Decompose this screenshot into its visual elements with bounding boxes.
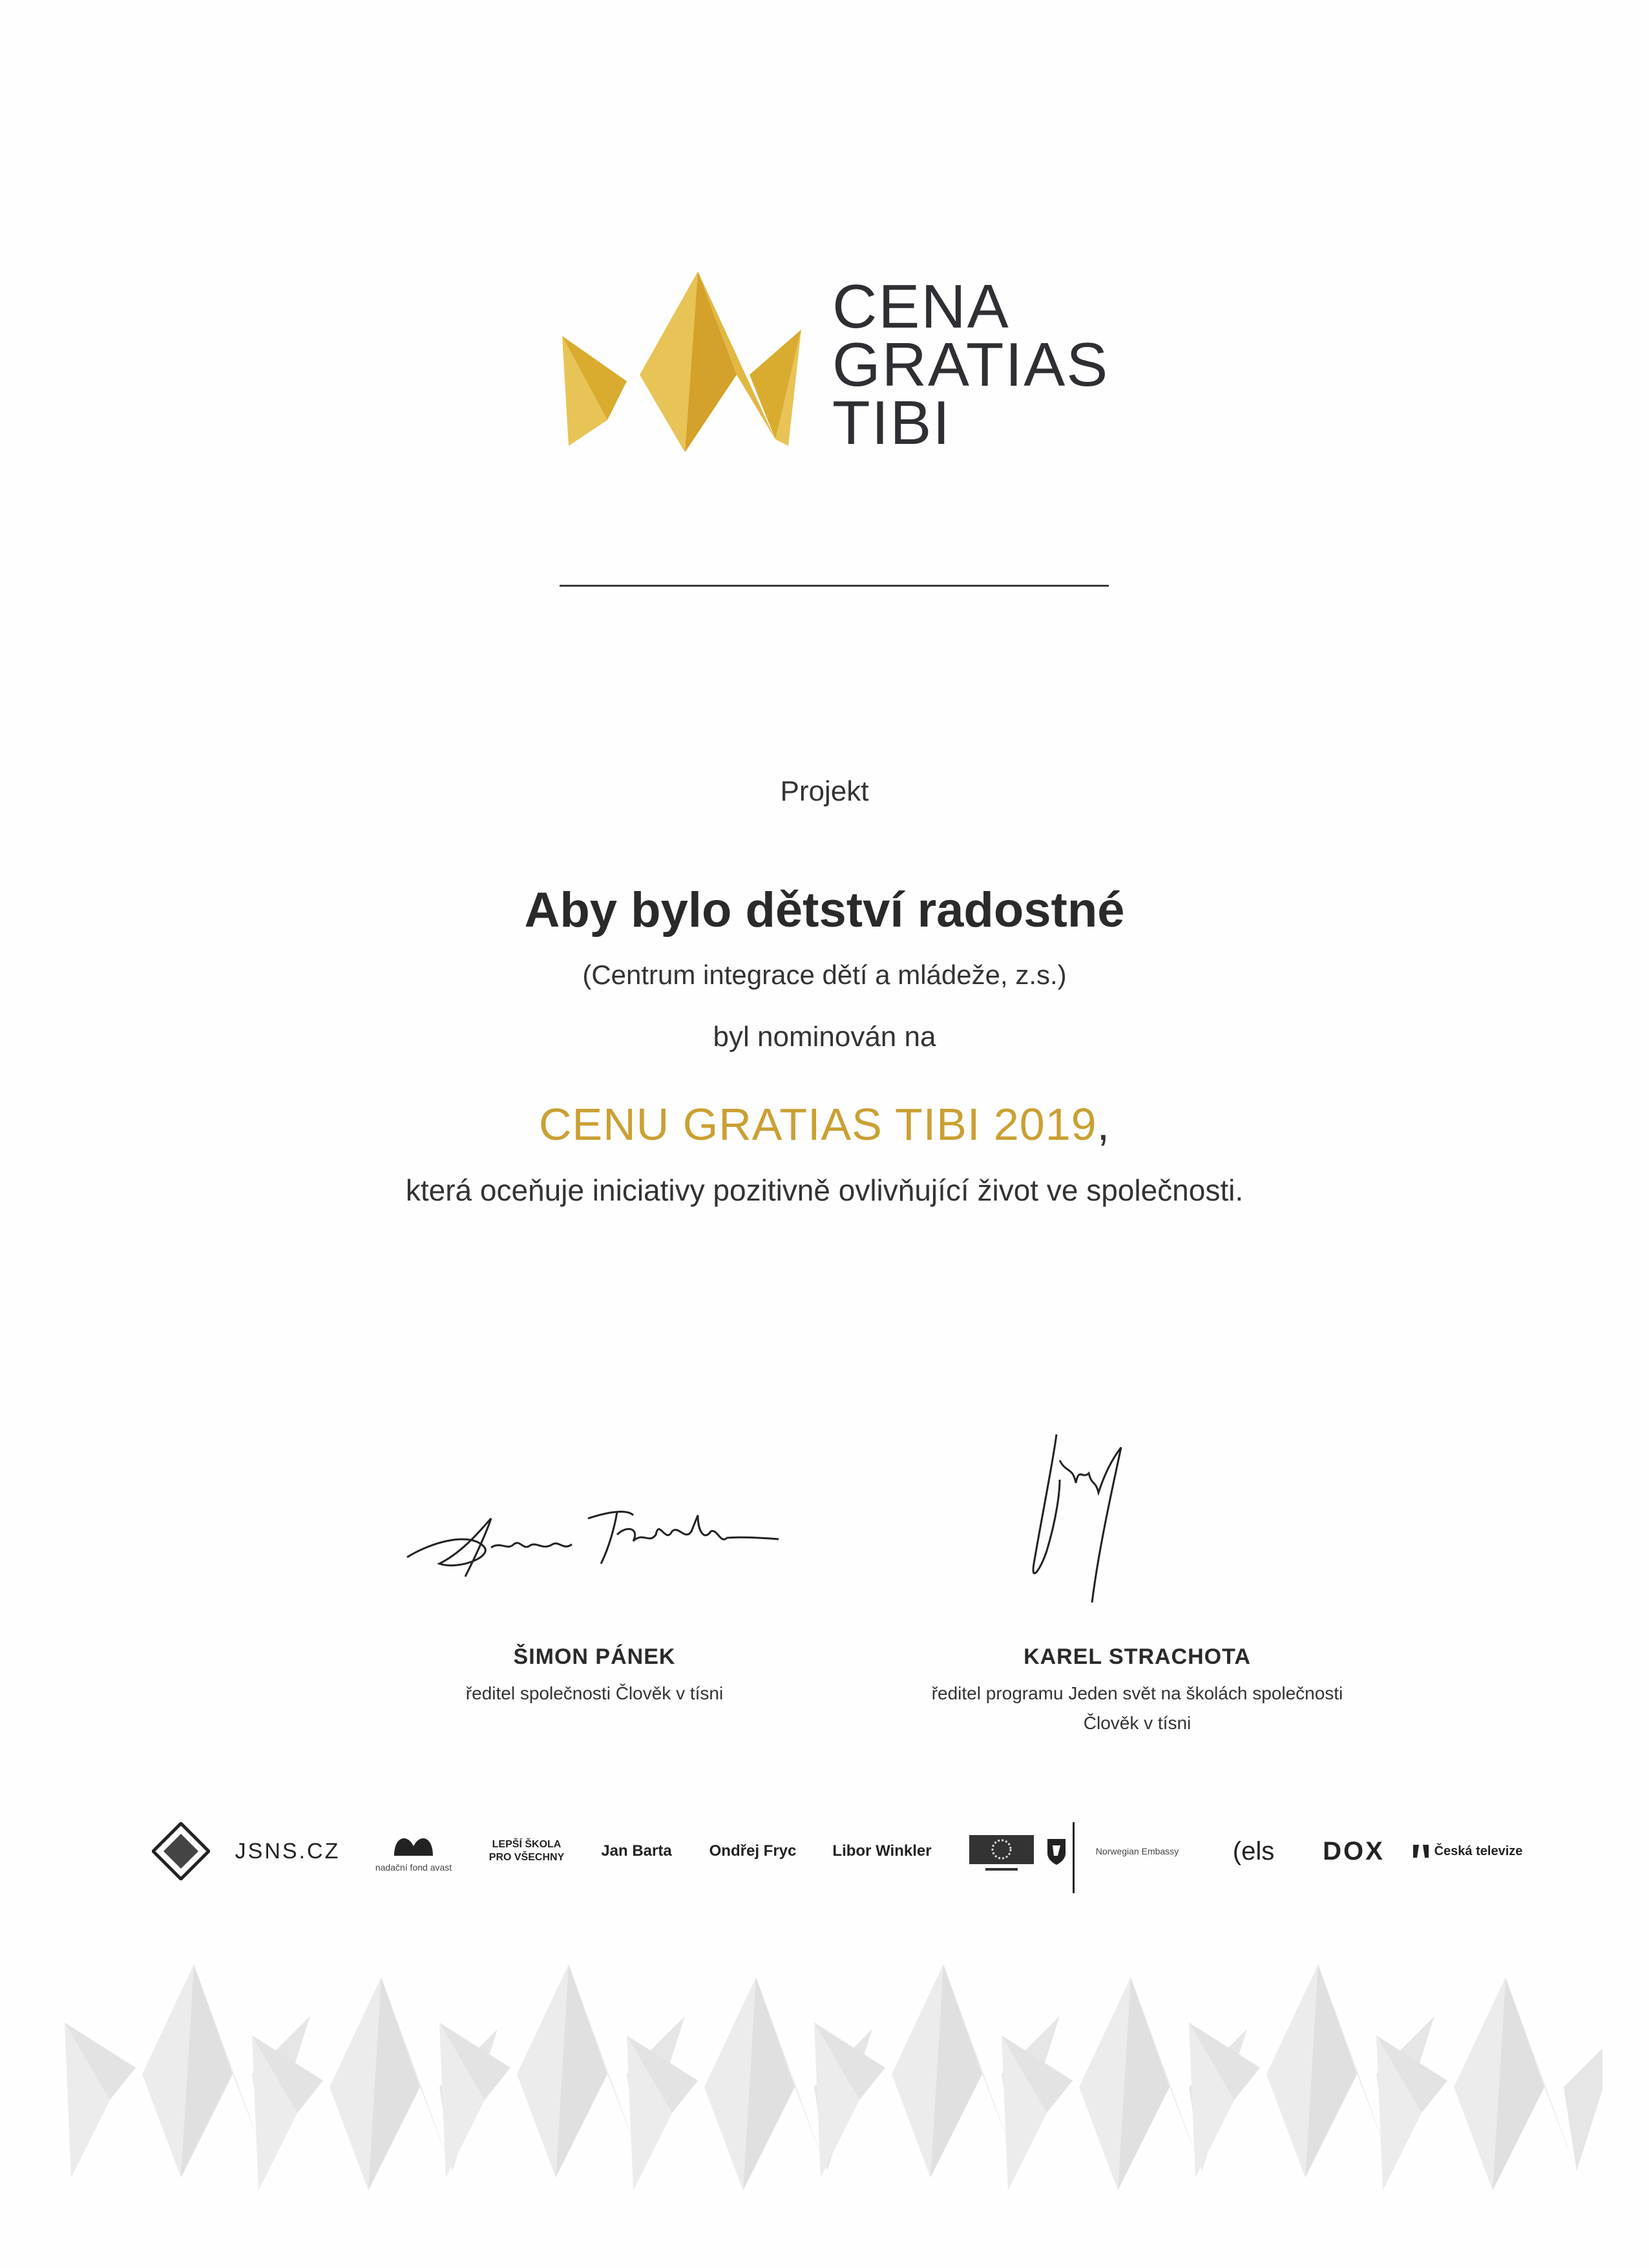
- signatory-2-name: KAREL STRACHOTA: [1024, 1644, 1251, 1669]
- signatory-2-role-line-1: ředitel programu Jeden svět na školách společnosti: [931, 1683, 1343, 1703]
- logo-wordmark: [832, 272, 1109, 457]
- award-comma: ,: [1097, 1099, 1111, 1150]
- logo-line-2: GRATIAS: [832, 330, 1109, 399]
- els-c-icon: (: [1232, 1836, 1242, 1865]
- award-name: CENU GRATIAS TIBI 2019: [538, 1099, 1097, 1150]
- partner-els-label: els: [1241, 1836, 1275, 1865]
- decorative-triangle-pattern: [65, 1964, 1602, 2223]
- partner-lepsi-skola-line-1: LEPŠÍ ŠKOLA: [492, 1839, 562, 1850]
- signatory-2-role-line-2: Člověk v tísni: [1083, 1713, 1192, 1733]
- signatory-2: [846, 1644, 1428, 1738]
- partner-ceska-televize: [1409, 1809, 1525, 1893]
- partner-lepsi-skola-line-2: PRO VŠECHNY: [488, 1852, 565, 1863]
- partner-norwegian-embassy: Norwegian Embassy: [1095, 1846, 1179, 1856]
- partner-ceska-televize-label: Česká televize: [1434, 1843, 1523, 1858]
- partner-divider: [1073, 1822, 1075, 1893]
- signatory-1-role: ředitel společnosti Člověk v tísni: [465, 1683, 724, 1703]
- signatory-1: [401, 1644, 788, 1708]
- partner-avast: [362, 1809, 465, 1893]
- norway-lion-icon: [1045, 1836, 1068, 1866]
- ceska-televize-icon: [1411, 1843, 1431, 1859]
- nominated-text: byl nominován na: [713, 1021, 936, 1053]
- partner-ondrej-fryc: Ondřej Fryc: [709, 1842, 797, 1860]
- organization-name: (Centrum integrace dětí a mládeže, z.s.): [582, 960, 1067, 990]
- eu-flag-icon: [966, 1825, 1037, 1877]
- logo-line-3: TIBI: [832, 388, 952, 457]
- partner-avast-label: nadační fond avast: [375, 1862, 452, 1873]
- partner-jan-barta: Jan Barta: [601, 1842, 672, 1860]
- partner-dox: DOX: [1323, 1836, 1385, 1865]
- cena-gratias-tibi-logo: [556, 271, 1137, 465]
- avast-icon: [388, 1830, 439, 1862]
- partner-lepsi-skola: [485, 1809, 569, 1893]
- award-description: která oceňuje iniciativy pozitivně ovlivňující život ve společnosti.: [405, 1173, 1244, 1207]
- signatory-1-name: ŠIMON PÁNEK: [513, 1644, 676, 1669]
- partner-jsns: JSNS.CZ: [235, 1838, 341, 1864]
- partner-diamond-logo: [149, 1809, 213, 1893]
- project-label: Projekt: [780, 775, 869, 807]
- diamond-emblem-icon: [152, 1822, 210, 1880]
- logo-line-1: CENA: [832, 272, 1010, 341]
- partner-norway-crest: [1040, 1809, 1073, 1893]
- partner-els: [1208, 1809, 1299, 1893]
- signatory-2-role: [846, 1679, 1428, 1738]
- partner-eu-logo: [963, 1809, 1040, 1893]
- partner-logos: [149, 1809, 1525, 1893]
- crown-logo-icon: [556, 271, 801, 459]
- signature-simon-panek: [394, 1480, 782, 1590]
- project-title: Aby bylo dětství radostné: [524, 883, 1125, 938]
- award-title: [0, 1098, 1649, 1150]
- divider-line: [560, 585, 1109, 587]
- partner-libor-winkler: Libor Winkler: [832, 1842, 932, 1860]
- signature-karel-strachota: [995, 1422, 1189, 1615]
